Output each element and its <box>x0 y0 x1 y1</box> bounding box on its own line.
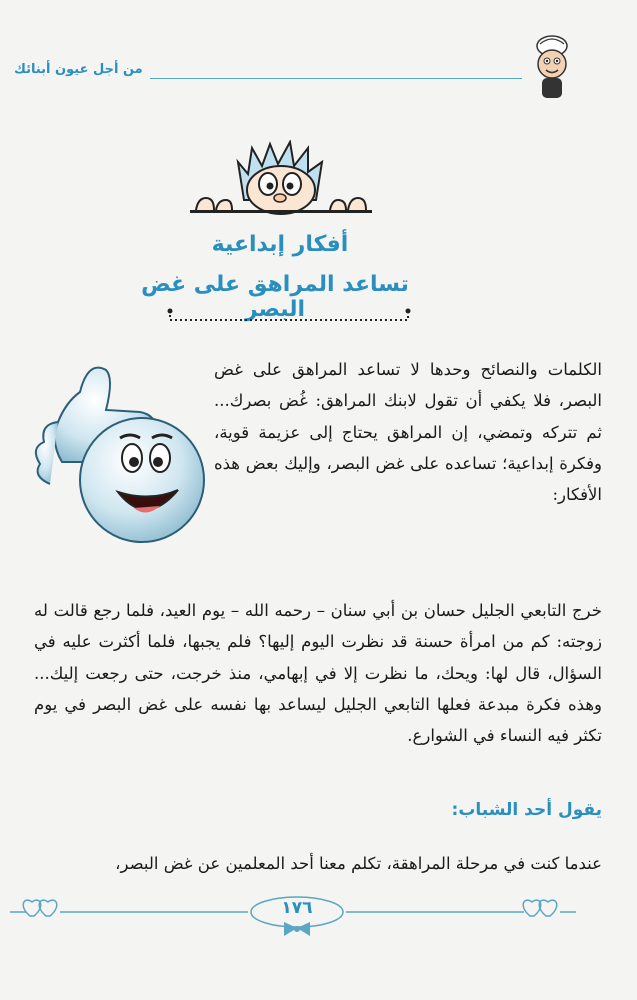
header-rule <box>150 78 522 79</box>
heart-ornament-icon <box>10 900 72 916</box>
running-header-title: من أجل عيون أبنائك <box>14 62 143 77</box>
section-title-line-1: أفكار إبداعية <box>211 232 349 257</box>
paragraph-story: خرج التابعي الجليل حسان بن أبي سنان – رحمه الله – يوم العيد، فلما رجع قالت له زوجته: كم من امرأة حسنة قد نظرت اليوم إليها؟ فلم يجبها، فلما أكثرت عليه في السؤال، قال لها: ويحك، ما نظرت إلا في إبهامي، منذ خرجت، حتى رجعت إليك... وهذه فكرة مبدعة فعلها التابعي الجليل ليساعد بها نفسه على غض البصر في يوم تكثر فيه النساء في الشوارع. <box>34 601 602 746</box>
paragraph-youth-story: عندما كنت في مرحلة المراهقة، تكلم معنا أحد المعلمين عن غض البصر، <box>115 854 602 873</box>
peeking-boy-icon <box>186 140 376 222</box>
bow-icon <box>284 922 310 936</box>
boy-with-cap-icon <box>528 30 576 102</box>
section-title-line-2: تساعد المراهق على غض البصر <box>141 272 409 322</box>
subheading-youth-quote: يقول أحد الشباب: <box>451 800 602 820</box>
thumbs-up-smiley-icon <box>10 352 208 550</box>
heart-ornament-icon <box>508 900 576 916</box>
title-dotted-underline <box>162 308 416 328</box>
paragraph-intro: الكلمات والنصائح وحدها لا تساعد المراهق على غض البصر، فلا يكفي أن تقول لابنك المراهق: غُض بصرك... ثم تتركه وتمضي، إن المراهق يحتاج إلى عزيمة قوية، وفكرة إبداعية؛ تساعده على غض البصر، وإليك بعض هذه الأفكار: <box>214 360 602 505</box>
page-number: ١٧٦ <box>281 898 313 918</box>
